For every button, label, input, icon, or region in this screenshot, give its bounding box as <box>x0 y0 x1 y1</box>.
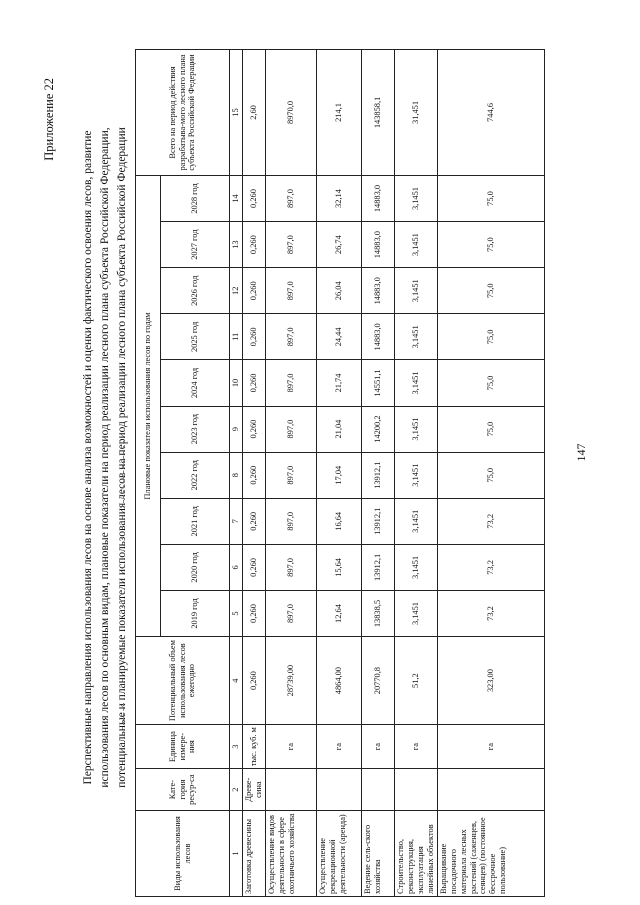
header-total: Всего на период действия разрабатыва-мого лесного плана субъекта Российской Федерации <box>136 50 230 176</box>
year-value-cell: 75,0 <box>437 360 544 406</box>
column-number-cell: 1 <box>230 811 243 897</box>
category-cell <box>394 769 437 811</box>
table-header-row <box>136 50 161 897</box>
table-row <box>243 50 266 897</box>
page-number: 147 <box>574 443 588 462</box>
year-value-cell: 15,64 <box>316 544 361 590</box>
table-row <box>265 50 316 897</box>
year-value-cell: 897,0 <box>265 175 316 221</box>
year-value-cell: 73,2 <box>437 498 544 544</box>
unit-cell: га <box>394 725 437 769</box>
year-value-cell: 3,1451 <box>394 314 437 360</box>
table-body <box>230 50 545 897</box>
year-value-cell: 73,2 <box>437 590 544 636</box>
column-number-cell: 8 <box>230 452 243 498</box>
header-category: Кате-гория ресур-са <box>136 769 230 811</box>
title-line: использования лесов по основным видам, плановые показатели на период реализации лесного плана субъекта Российской Федерации, <box>99 127 111 788</box>
column-number-cell: 12 <box>230 268 243 314</box>
year-value-cell: 13912,1 <box>361 452 394 498</box>
unit-cell: га <box>437 725 544 769</box>
column-number-cell: 7 <box>230 498 243 544</box>
header-year: 2019 год <box>161 590 230 636</box>
year-value-cell: 75,0 <box>437 222 544 268</box>
year-value-cell: 75,0 <box>437 314 544 360</box>
year-value-cell: 0,260 <box>243 406 266 452</box>
year-value-cell: 3,1451 <box>394 544 437 590</box>
total-cell: 143858,1 <box>361 50 394 176</box>
category-cell <box>361 769 394 811</box>
year-value-cell: 897,0 <box>265 452 316 498</box>
header-usage-type: Виды использования лесов <box>136 811 230 897</box>
header-year: 2021 год <box>161 498 230 544</box>
year-value-cell: 24,44 <box>316 314 361 360</box>
header-unit: Единица измере-ния <box>136 725 230 769</box>
year-value-cell: 21,74 <box>316 360 361 406</box>
year-value-cell: 3,1451 <box>394 498 437 544</box>
year-value-cell: 0,260 <box>243 452 266 498</box>
unit-cell: тыс. куб. м <box>243 725 266 769</box>
year-value-cell: 14883,0 <box>361 175 394 221</box>
year-value-cell: 0,260 <box>243 268 266 314</box>
year-value-cell: 3,1451 <box>394 175 437 221</box>
year-value-cell: 12,64 <box>316 590 361 636</box>
table-row <box>316 50 361 897</box>
year-value-cell: 14883,0 <box>361 222 394 268</box>
header-year: 2028 год <box>161 175 230 221</box>
year-value-cell: 26,74 <box>316 222 361 268</box>
year-value-cell: 73,2 <box>437 544 544 590</box>
year-value-cell: 13838,5 <box>361 590 394 636</box>
column-number-cell: 15 <box>230 50 243 176</box>
year-value-cell: 3,1451 <box>394 360 437 406</box>
year-value-cell: 3,1451 <box>394 406 437 452</box>
forest-usage-table <box>135 49 545 897</box>
scan-mark <box>123 703 124 725</box>
header-year: 2025 год <box>161 314 230 360</box>
column-number-cell: 6 <box>230 544 243 590</box>
column-number-cell: 13 <box>230 222 243 268</box>
table-row <box>361 50 394 897</box>
potential-cell: 28739,00 <box>265 637 316 725</box>
total-cell: 744,6 <box>437 50 544 176</box>
potential-cell: 4864,00 <box>316 637 361 725</box>
usage-type-cell: Ведение сель-ского хозяйства <box>361 811 394 897</box>
column-number-cell: 14 <box>230 175 243 221</box>
year-value-cell: 14883,0 <box>361 314 394 360</box>
header-year: 2020 год <box>161 544 230 590</box>
usage-type-cell: Выращивание посадочного материала лесных растений (саженцев, сеянцев) (постоянное бессрочное пользование) <box>437 811 544 897</box>
table-row <box>394 50 437 897</box>
year-value-cell: 3,1451 <box>394 590 437 636</box>
year-value-cell: 897,0 <box>265 268 316 314</box>
year-value-cell: 32,14 <box>316 175 361 221</box>
year-value-cell: 13912,1 <box>361 544 394 590</box>
year-value-cell: 13912,1 <box>361 498 394 544</box>
usage-type-cell: Осуществление рекреационной деятельности (аренда) <box>316 811 361 897</box>
header-year: 2027 год <box>161 222 230 268</box>
year-value-cell: 21,04 <box>316 406 361 452</box>
year-value-cell: 0,260 <box>243 175 266 221</box>
year-value-cell: 17,04 <box>316 452 361 498</box>
column-number-cell: 3 <box>230 725 243 769</box>
year-value-cell: 75,0 <box>437 175 544 221</box>
category-cell <box>437 769 544 811</box>
category-cell: Древе-сина <box>243 769 266 811</box>
year-value-cell: 897,0 <box>265 544 316 590</box>
header-potential: Потенциальный объем использования лесов ежегодно <box>136 637 230 725</box>
column-number-cell: 2 <box>230 769 243 811</box>
year-value-cell: 0,260 <box>243 498 266 544</box>
total-cell: 2,60 <box>243 50 266 176</box>
appendix-label: Приложение 22 <box>42 78 56 161</box>
year-value-cell: 0,260 <box>243 590 266 636</box>
header-year: 2023 год <box>161 406 230 452</box>
year-value-cell: 897,0 <box>265 222 316 268</box>
total-cell: 31,451 <box>394 50 437 176</box>
year-value-cell: 897,0 <box>265 590 316 636</box>
unit-cell: га <box>316 725 361 769</box>
category-cell <box>316 769 361 811</box>
column-number-cell: 5 <box>230 590 243 636</box>
potential-cell: 323,00 <box>437 637 544 725</box>
year-value-cell: 3,1451 <box>394 268 437 314</box>
scan-mark <box>123 441 124 503</box>
year-value-cell: 26,04 <box>316 268 361 314</box>
year-value-cell: 897,0 <box>265 360 316 406</box>
category-cell <box>265 769 316 811</box>
column-number-cell: 10 <box>230 360 243 406</box>
column-number-cell: 9 <box>230 406 243 452</box>
year-value-cell: 0,260 <box>243 314 266 360</box>
year-value-cell: 0,260 <box>243 222 266 268</box>
column-number-row <box>230 50 243 897</box>
year-value-cell: 897,0 <box>265 498 316 544</box>
year-value-cell: 75,0 <box>437 268 544 314</box>
unit-cell: га <box>265 725 316 769</box>
title-line: потенциальные и планируемые показатели использования лесов на период реализации лесного плана субъекта Российской Федерации <box>116 127 128 788</box>
usage-type-cell: Строительство, реконструкция, эксплуатация линейных объектов <box>394 811 437 897</box>
title-line: Перспективные направления использования лесов на основе анализа возможностей и оценки фактического освоения лесов, развитие <box>82 130 94 785</box>
unit-cell: га <box>361 725 394 769</box>
year-value-cell: 3,1451 <box>394 452 437 498</box>
header-year: 2026 год <box>161 268 230 314</box>
year-value-cell: 0,260 <box>243 360 266 406</box>
year-value-cell: 14883,0 <box>361 268 394 314</box>
year-value-cell: 897,0 <box>265 314 316 360</box>
year-value-cell: 75,0 <box>437 406 544 452</box>
table-row <box>437 50 544 897</box>
header-planned-group: Плановые показатели использования лесов по годам <box>136 175 161 636</box>
usage-type-cell: Заготовка древесины <box>243 811 266 897</box>
potential-cell: 20770,8 <box>361 637 394 725</box>
year-value-cell: 897,0 <box>265 406 316 452</box>
header-year: 2024 год <box>161 360 230 406</box>
year-value-cell: 14551,1 <box>361 360 394 406</box>
year-value-cell: 16,64 <box>316 498 361 544</box>
year-value-cell: 3,1451 <box>394 222 437 268</box>
column-number-cell: 11 <box>230 314 243 360</box>
year-value-cell: 0,260 <box>243 544 266 590</box>
total-cell: 8970,0 <box>265 50 316 176</box>
potential-cell: 0,260 <box>243 637 266 725</box>
column-number-cell: 4 <box>230 637 243 725</box>
header-year: 2022 год <box>161 452 230 498</box>
usage-type-cell: Осуществление видов деятельности в сфере охотничьего хозяйства <box>265 811 316 897</box>
year-value-cell: 14200,2 <box>361 406 394 452</box>
year-value-cell: 75,0 <box>437 452 544 498</box>
total-cell: 214,1 <box>316 50 361 176</box>
potential-cell: 51,2 <box>394 637 437 725</box>
